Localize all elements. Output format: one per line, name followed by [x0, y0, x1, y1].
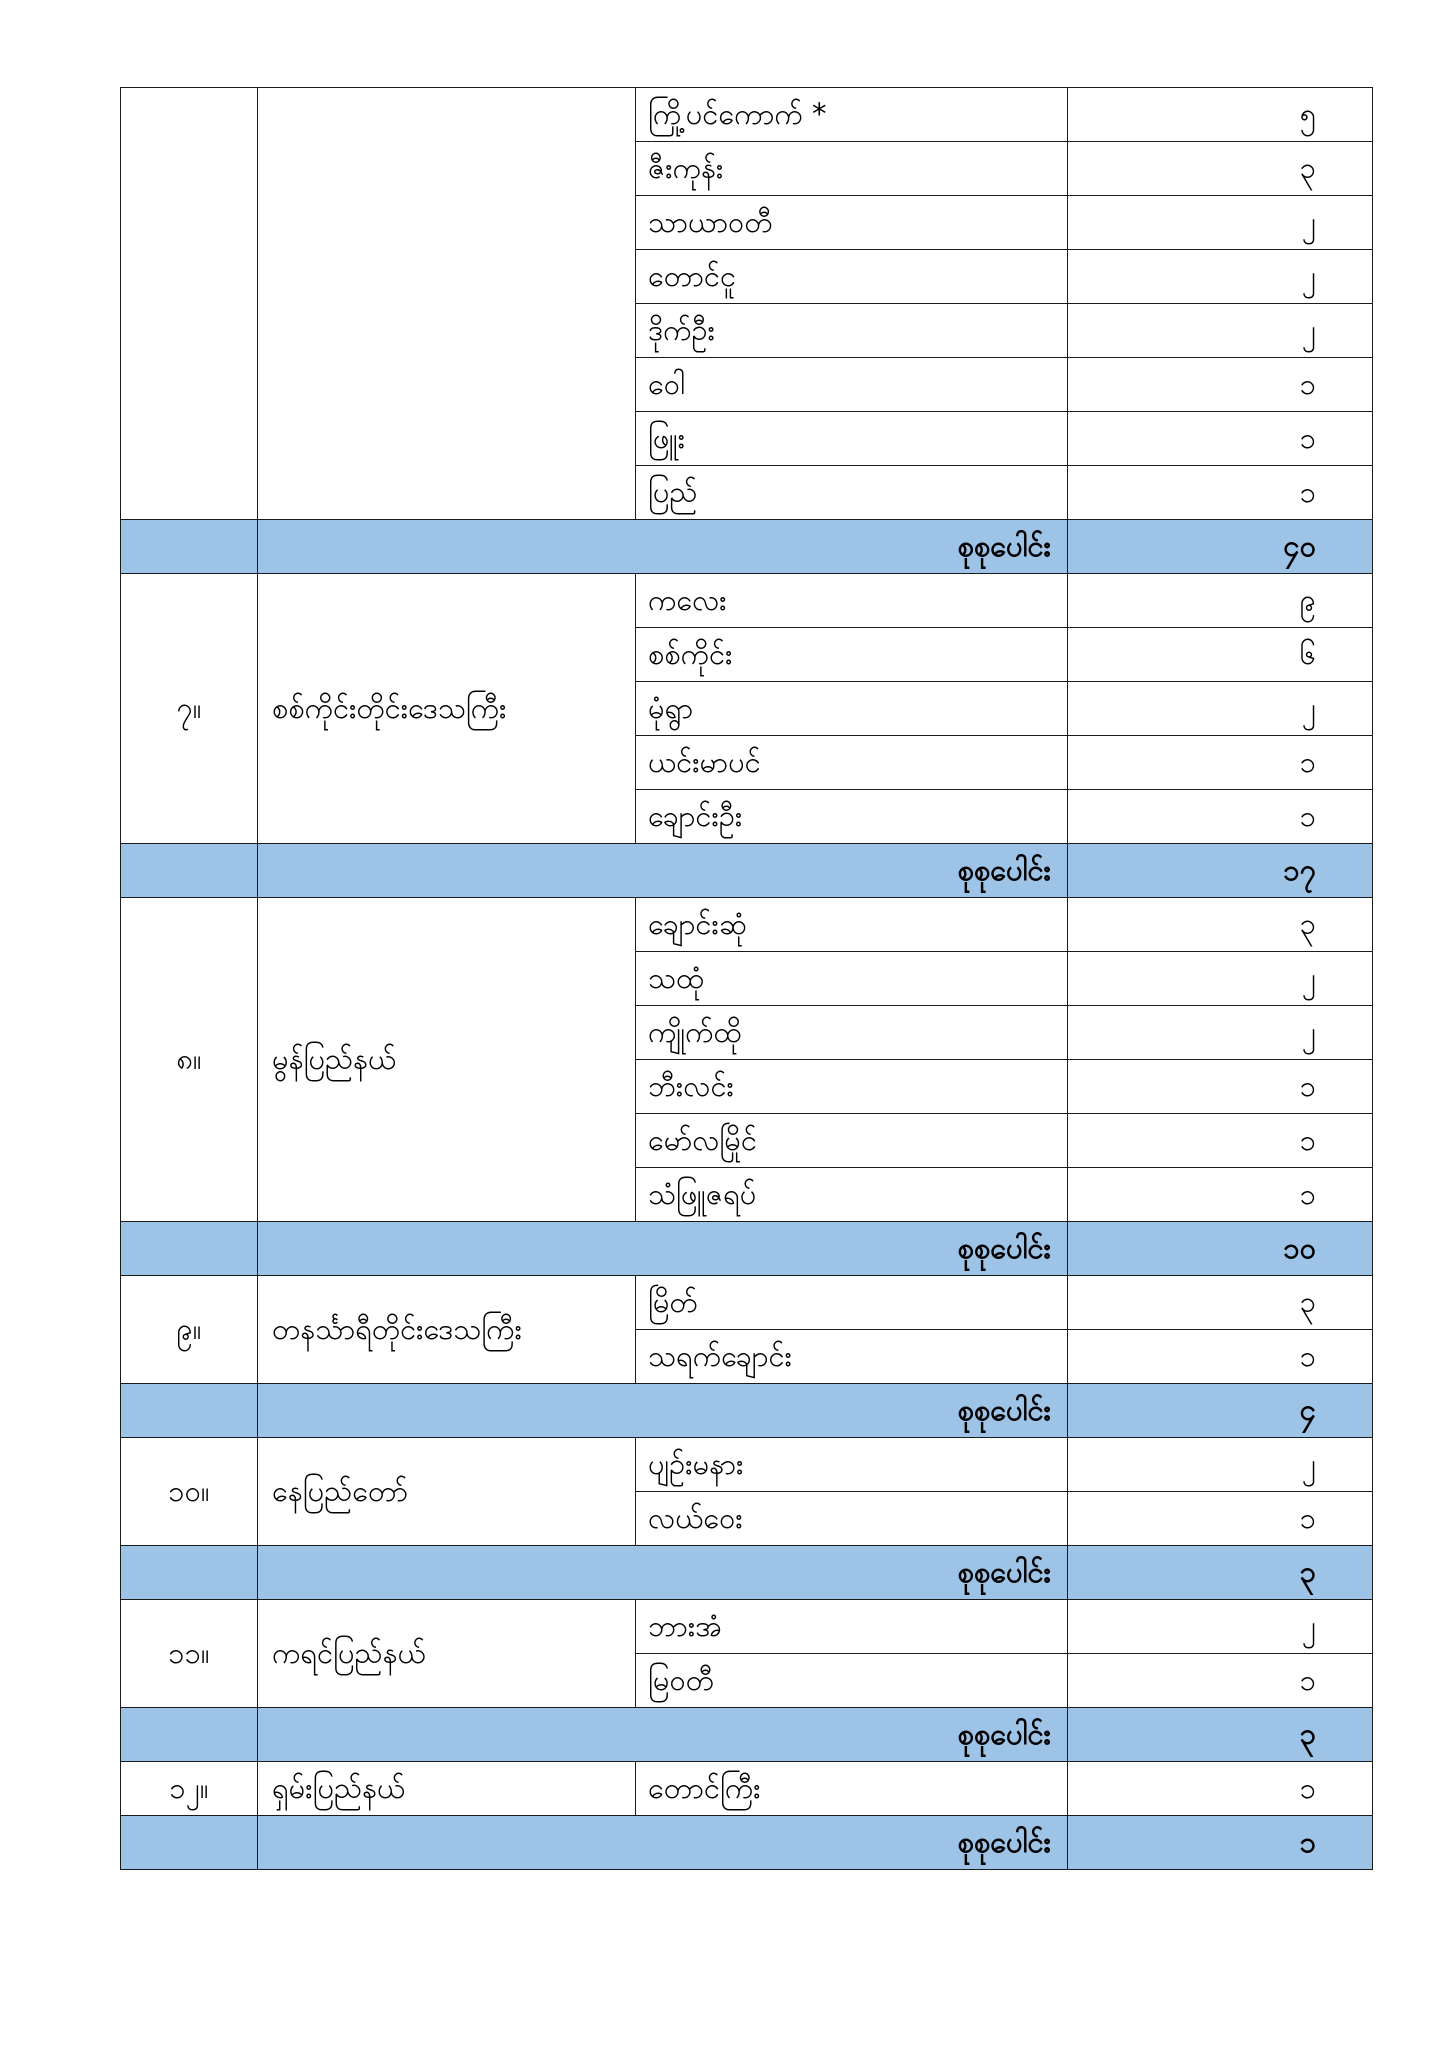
region-name-cell: ရှမ်းပြည်နယ်	[258, 1762, 636, 1816]
row-number-cell: ၁၁။	[121, 1600, 258, 1708]
count-cell: ၁	[1068, 1492, 1373, 1546]
count-cell: ၁	[1068, 790, 1373, 844]
count-cell: ၁	[1068, 412, 1373, 466]
row-number-cell: ၁၂။	[121, 1762, 258, 1816]
township-name-cell: ပျဉ်းမနား	[636, 1438, 1068, 1492]
township-name-cell: သထုံ	[636, 952, 1068, 1006]
count-cell: ၁	[1068, 1060, 1373, 1114]
subtotal-value: ၄၀	[1068, 520, 1373, 574]
subtotal-value: ၁	[1068, 1816, 1373, 1870]
subtotal-empty-cell	[121, 1708, 258, 1762]
row-number-cell: ၇။	[121, 574, 258, 844]
region-name-cell: စစ်ကိုင်းတိုင်းဒေသကြီး	[258, 574, 636, 844]
row-number-cell: ၁၀။	[121, 1438, 258, 1546]
subtotal-row	[121, 1708, 1373, 1762]
subtotal-row	[121, 844, 1373, 898]
subtotal-row	[121, 1816, 1373, 1870]
subtotal-value: ၄	[1068, 1384, 1373, 1438]
count-cell: ၃	[1068, 142, 1373, 196]
row-number-cell	[121, 88, 258, 520]
subtotal-empty-cell	[121, 520, 258, 574]
subtotal-row	[121, 520, 1373, 574]
subtotal-row	[121, 1546, 1373, 1600]
township-name-cell: သရက်ချောင်း	[636, 1330, 1068, 1384]
region-name-cell: တနင်္သာရီတိုင်းဒေသကြီး	[258, 1276, 636, 1384]
count-cell: ၂	[1068, 196, 1373, 250]
count-cell: ၂	[1068, 682, 1373, 736]
count-cell: ၃	[1068, 1276, 1373, 1330]
township-name-cell: တောင်ကြီး	[636, 1762, 1068, 1816]
subtotal-row	[121, 1222, 1373, 1276]
table-row	[121, 1276, 1373, 1330]
table-row	[121, 1600, 1373, 1654]
township-name-cell: ကလေး	[636, 574, 1068, 628]
township-name-cell: ကြို့ပင်ကောက် *	[636, 88, 1068, 142]
row-number-cell: ၈။	[121, 898, 258, 1222]
township-name-cell: ဇီးကုန်း	[636, 142, 1068, 196]
count-cell: ၂	[1068, 304, 1373, 358]
township-name-cell: စစ်ကိုင်း	[636, 628, 1068, 682]
subtotal-label: စုစုပေါင်း	[258, 1546, 1068, 1600]
table-row	[121, 1762, 1373, 1816]
township-count-table	[120, 87, 1373, 1870]
township-name-cell: မြဝတီ	[636, 1654, 1068, 1708]
township-name-cell: ဖြူး	[636, 412, 1068, 466]
count-cell: ၅	[1068, 88, 1373, 142]
table-row	[121, 898, 1373, 952]
subtotal-empty-cell	[121, 1384, 258, 1438]
subtotal-label: စုစုပေါင်း	[258, 1708, 1068, 1762]
subtotal-label: စုစုပေါင်း	[258, 1222, 1068, 1276]
township-name-cell: မုံရွာ	[636, 682, 1068, 736]
count-cell: ၂	[1068, 952, 1373, 1006]
count-cell: ၉	[1068, 574, 1373, 628]
township-name-cell: ပြည်	[636, 466, 1068, 520]
region-name-cell: မွန်ပြည်နယ်	[258, 898, 636, 1222]
township-name-cell: ဘီးလင်း	[636, 1060, 1068, 1114]
township-name-cell: သံဖြူဇရပ်	[636, 1168, 1068, 1222]
township-name-cell: ဒိုက်ဦး	[636, 304, 1068, 358]
township-name-cell: လယ်ဝေး	[636, 1492, 1068, 1546]
township-name-cell: တောင်ငူ	[636, 250, 1068, 304]
subtotal-value: ၁၇	[1068, 844, 1373, 898]
township-name-cell: ကျိုက်ထို	[636, 1006, 1068, 1060]
row-number-cell: ၉။	[121, 1276, 258, 1384]
township-name-cell: ချောင်းဆုံ	[636, 898, 1068, 952]
count-cell: ၁	[1068, 1168, 1373, 1222]
township-name-cell: မြိတ်	[636, 1276, 1068, 1330]
table-row	[121, 1438, 1373, 1492]
subtotal-value: ၃	[1068, 1708, 1373, 1762]
region-name-cell: နေပြည်တော်	[258, 1438, 636, 1546]
subtotal-label: စုစုပေါင်း	[258, 520, 1068, 574]
table-row	[121, 574, 1373, 628]
count-cell: ၂	[1068, 1006, 1373, 1060]
count-cell: ၁	[1068, 1762, 1373, 1816]
township-name-cell: ယင်းမာပင်	[636, 736, 1068, 790]
subtotal-label: စုစုပေါင်း	[258, 1384, 1068, 1438]
count-cell: ၁	[1068, 466, 1373, 520]
count-cell: ၁	[1068, 358, 1373, 412]
count-cell: ၂	[1068, 1600, 1373, 1654]
township-name-cell: သာယာဝတီ	[636, 196, 1068, 250]
subtotal-value: ၁၀	[1068, 1222, 1373, 1276]
count-cell: ၁	[1068, 1114, 1373, 1168]
count-cell: ၁	[1068, 1330, 1373, 1384]
region-name-cell: ကရင်ပြည်နယ်	[258, 1600, 636, 1708]
subtotal-value: ၃	[1068, 1546, 1373, 1600]
township-name-cell: ဝေါ	[636, 358, 1068, 412]
count-cell: ၂	[1068, 250, 1373, 304]
township-name-cell: မော်လမြိုင်	[636, 1114, 1068, 1168]
subtotal-empty-cell	[121, 1222, 258, 1276]
count-cell: ၃	[1068, 898, 1373, 952]
table-row	[121, 88, 1373, 142]
subtotal-empty-cell	[121, 844, 258, 898]
subtotal-empty-cell	[121, 1816, 258, 1870]
subtotal-label: စုစုပေါင်း	[258, 844, 1068, 898]
region-name-cell	[258, 88, 636, 520]
subtotal-row	[121, 1384, 1373, 1438]
subtotal-label: စုစုပေါင်း	[258, 1816, 1068, 1870]
count-cell: ၁	[1068, 1654, 1373, 1708]
count-cell: ၁	[1068, 736, 1373, 790]
count-cell: ၆	[1068, 628, 1373, 682]
count-cell: ၂	[1068, 1438, 1373, 1492]
township-name-cell: ချောင်းဦး	[636, 790, 1068, 844]
subtotal-empty-cell	[121, 1546, 258, 1600]
township-name-cell: ဘားအံ	[636, 1600, 1068, 1654]
